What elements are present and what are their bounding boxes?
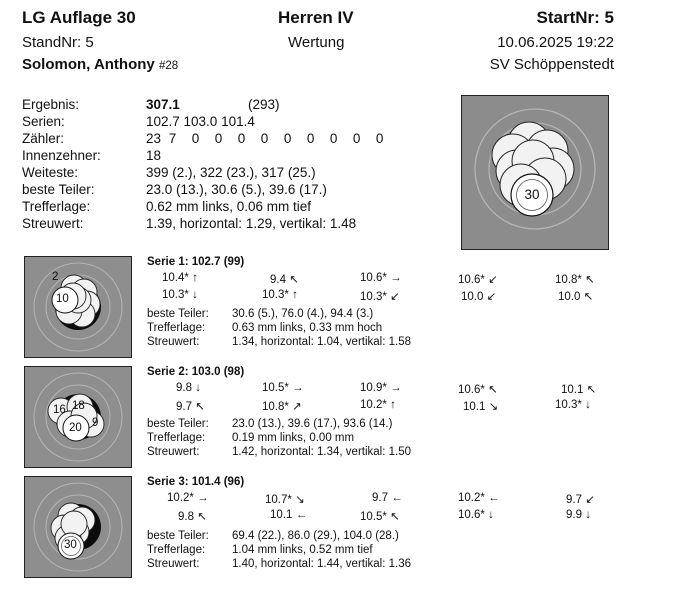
shot-direction-arrow: ↖ <box>585 274 595 286</box>
shot <box>360 399 404 411</box>
shot-direction-arrow: ↓ <box>192 289 198 301</box>
shot <box>555 399 599 411</box>
shot <box>162 272 206 284</box>
shot-value: 9.7 <box>566 494 582 506</box>
start-number: StartNr: 5 <box>536 8 614 27</box>
shot <box>458 382 502 396</box>
series-1-target-label-a: 2 <box>52 271 59 283</box>
series-1-trefferlage-label: Trefferlage: <box>147 322 206 334</box>
series-2-target-label-d: 9 <box>92 417 99 429</box>
shot-direction-arrow: ↓ <box>488 509 494 521</box>
shot <box>178 509 211 523</box>
shot <box>176 399 209 413</box>
shot-direction-arrow: → <box>390 272 402 284</box>
series-3-title: Serie 3: 101.4 (96) <box>147 476 245 488</box>
ergebnis-value: 307.1 <box>146 97 180 112</box>
series-3-target <box>24 476 132 578</box>
shot-direction-arrow: → <box>197 492 209 504</box>
shot <box>262 289 306 301</box>
event-title: LG Auflage 30 <box>22 8 136 27</box>
shot-direction-arrow: ↓ <box>195 382 201 394</box>
shot-value: 9.8 <box>178 511 194 523</box>
shot <box>262 399 306 413</box>
shot-direction-arrow: ↗ <box>292 401 302 413</box>
series-2-trefferlage-value: 0.19 mm links, 0.00 mm <box>232 432 355 444</box>
shot-value: 10.0 <box>461 291 484 303</box>
shot <box>360 289 404 303</box>
shot-direction-arrow: ↖ <box>289 274 299 286</box>
series-3-teiler-value: 69.4 (22.), 86.0 (29.), 104.0 (28.) <box>232 530 399 542</box>
shot <box>566 492 599 506</box>
shot <box>566 509 599 521</box>
shot-value: 10.8* <box>262 401 289 413</box>
shot-direction-arrow: ↖ <box>583 291 594 303</box>
shot-value: 10.3* <box>162 289 189 301</box>
trefferlage-label: Trefferlage: <box>22 199 91 214</box>
series-2-streuwert-label: Streuwert: <box>147 446 200 458</box>
series-3-target-label-a: 30 <box>64 539 77 551</box>
shot <box>167 492 211 504</box>
shot <box>270 272 303 286</box>
series-2-teiler-label: beste Teiler: <box>147 418 209 430</box>
series-3-streuwert-label: Streuwert: <box>147 558 200 570</box>
datetime: 10.06.2025 19:22 <box>497 34 614 51</box>
innenzehner-value: 18 <box>146 148 162 163</box>
teiler-value: 23.0 (13.), 30.6 (5.), 39.6 (17.) <box>146 182 327 197</box>
shot-value: 10.2* <box>167 492 194 504</box>
series-2-teiler-value: 23.0 (13.), 39.6 (17.), 93.6 (14.) <box>232 418 393 430</box>
shot <box>372 492 405 504</box>
zaehler-label: Zähler: <box>22 131 65 146</box>
shot <box>262 382 306 394</box>
stand-number: StandNr: 5 <box>22 34 94 51</box>
shooter-name-text: Solomon, Anthony <box>22 56 155 73</box>
shot-value: 10.1 <box>463 401 486 413</box>
shot-direction-arrow: ↖ <box>195 401 205 413</box>
shot-value: 9.8 <box>176 382 192 394</box>
series-3-trefferlage-value: 1.04 mm links, 0.52 mm tief <box>232 544 373 556</box>
series-3-trefferlage-label: Trefferlage: <box>147 544 206 556</box>
shot-direction-arrow: ↙ <box>390 291 400 303</box>
series-2-target-label-c: 20 <box>69 422 82 434</box>
series-3-streuwert-value: 1.40, horizontal: 1.44, vertikal: 1.36 <box>232 558 411 570</box>
shot-value: 9.7 <box>176 401 192 413</box>
series-1-teiler-value: 30.6 (5.), 76.0 (4.), 94.4 (3.) <box>232 308 374 320</box>
shot-direction-arrow: ↙ <box>486 291 497 303</box>
shooter-name <box>22 56 178 73</box>
streuwert-value: 1.39, horizontal: 1.29, vertikal: 1.48 <box>146 216 357 231</box>
shot <box>176 382 209 394</box>
series-1-teiler-label: beste Teiler: <box>147 308 209 320</box>
shot-value: 10.2* <box>360 399 387 411</box>
series-1-target <box>24 256 132 358</box>
shot-value: 10.8* <box>555 274 582 286</box>
serien-value: 102.7 103.0 101.4 <box>146 114 255 129</box>
shot-value: 10.5* <box>262 382 289 394</box>
shot-direction-arrow: ↖ <box>488 384 498 396</box>
shot-direction-arrow: ↓ <box>585 509 591 521</box>
shot <box>270 509 310 521</box>
main-target <box>461 95 609 250</box>
shot-value: 10.6* <box>458 384 485 396</box>
shot <box>461 289 501 303</box>
series-2-target <box>24 366 132 468</box>
shot-value: 10.3* <box>555 399 582 411</box>
shot-value: 10.3* <box>360 291 387 303</box>
shot <box>458 509 502 521</box>
series-1-trefferlage-value: 0.63 mm links, 0.33 mm hoch <box>232 322 383 334</box>
shot <box>555 272 599 286</box>
shot-direction-arrow: ↙ <box>585 494 595 506</box>
shot <box>458 272 502 286</box>
shot <box>561 382 601 396</box>
shot-direction-arrow: ↙ <box>488 274 498 286</box>
shot-direction-arrow: ↖ <box>586 384 597 396</box>
series-1-streuwert-label: Streuwert: <box>147 336 200 348</box>
shot-direction-arrow: ↓ <box>585 399 591 411</box>
shot-value: 10.0 <box>558 291 581 303</box>
series-1-target-label-b: 10 <box>56 293 69 305</box>
weiteste-label: Weiteste: <box>22 165 79 180</box>
shot-direction-arrow: ↖ <box>197 511 207 523</box>
shot-value: 10.2* <box>458 492 485 504</box>
series-1-title: Serie 1: 102.7 (99) <box>147 256 245 268</box>
shot-direction-arrow: → <box>390 382 402 394</box>
teiler-label: beste Teiler: <box>22 182 95 197</box>
series-2-trefferlage-label: Trefferlage: <box>147 432 206 444</box>
shot-value: 10.6* <box>458 274 485 286</box>
series-2-target-label-a: 16 <box>53 404 66 416</box>
streuwert-label: Streuwert: <box>22 216 84 231</box>
series-2-target-label-b: 18 <box>72 400 85 412</box>
shot <box>162 289 206 301</box>
shot-direction-arrow: ↑ <box>192 272 198 284</box>
shot-direction-arrow: ↖ <box>390 511 400 523</box>
shot <box>463 399 503 413</box>
shot <box>360 382 404 394</box>
series-2-title: Serie 2: 103.0 (98) <box>147 366 245 378</box>
shot-value: 10.3* <box>262 289 289 301</box>
shot-value: 9.9 <box>566 509 582 521</box>
shot-direction-arrow: ← <box>488 492 500 504</box>
innenzehner-label: Innenzehner: <box>22 148 101 163</box>
shot <box>558 289 598 303</box>
shot-direction-arrow: ↑ <box>292 289 298 301</box>
series-3-teiler-label: beste Teiler: <box>147 530 209 542</box>
shot-value: 10.6* <box>360 272 387 284</box>
shooter-id: #28 <box>158 60 179 72</box>
shot <box>458 492 502 504</box>
shot <box>360 272 404 284</box>
trefferlage-value: 0.62 mm links, 0.06 mm tief <box>146 199 312 214</box>
shot-value: 10.1 <box>561 384 584 396</box>
shot-direction-arrow: ← <box>391 492 403 504</box>
shot-value: 10.9* <box>360 382 387 394</box>
weiteste-value: 399 (2.), 322 (23.), 317 (25.) <box>146 165 316 180</box>
shot-value: 10.5* <box>360 511 387 523</box>
shot-direction-arrow: → <box>292 382 304 394</box>
shot-value: 10.7* <box>265 494 292 506</box>
shot-value: 10.4* <box>162 272 189 284</box>
shot-direction-arrow: ← <box>295 509 308 521</box>
serien-label: Serien: <box>22 114 65 129</box>
shot-value: 9.7 <box>372 492 388 504</box>
series-1-streuwert-value: 1.34, horizontal: 1.04, vertikal: 1.58 <box>232 336 411 348</box>
class-title: Herren IV <box>278 8 354 27</box>
shot-value: 10.1 <box>270 509 293 521</box>
shot-direction-arrow: ↘ <box>488 401 499 413</box>
ergebnis-int: (293) <box>248 97 280 112</box>
shot-direction-arrow: ↑ <box>390 399 396 411</box>
main-target-top-shot: 30 <box>524 187 540 202</box>
shot <box>265 492 309 506</box>
shot-value: 9.4 <box>270 274 286 286</box>
shot <box>360 509 404 523</box>
club-name: SV Schöppenstedt <box>489 56 614 73</box>
shot-value: 10.6* <box>458 509 485 521</box>
series-2-streuwert-value: 1.42, horizontal: 1.34, vertikal: 1.50 <box>232 446 411 458</box>
mode-label: Wertung <box>288 34 345 51</box>
shot-direction-arrow: ↘ <box>295 494 305 506</box>
zaehler-value: 23 7 0 0 0 0 0 0 0 0 0 <box>146 131 384 146</box>
ergebnis-label: Ergebnis: <box>22 97 80 112</box>
